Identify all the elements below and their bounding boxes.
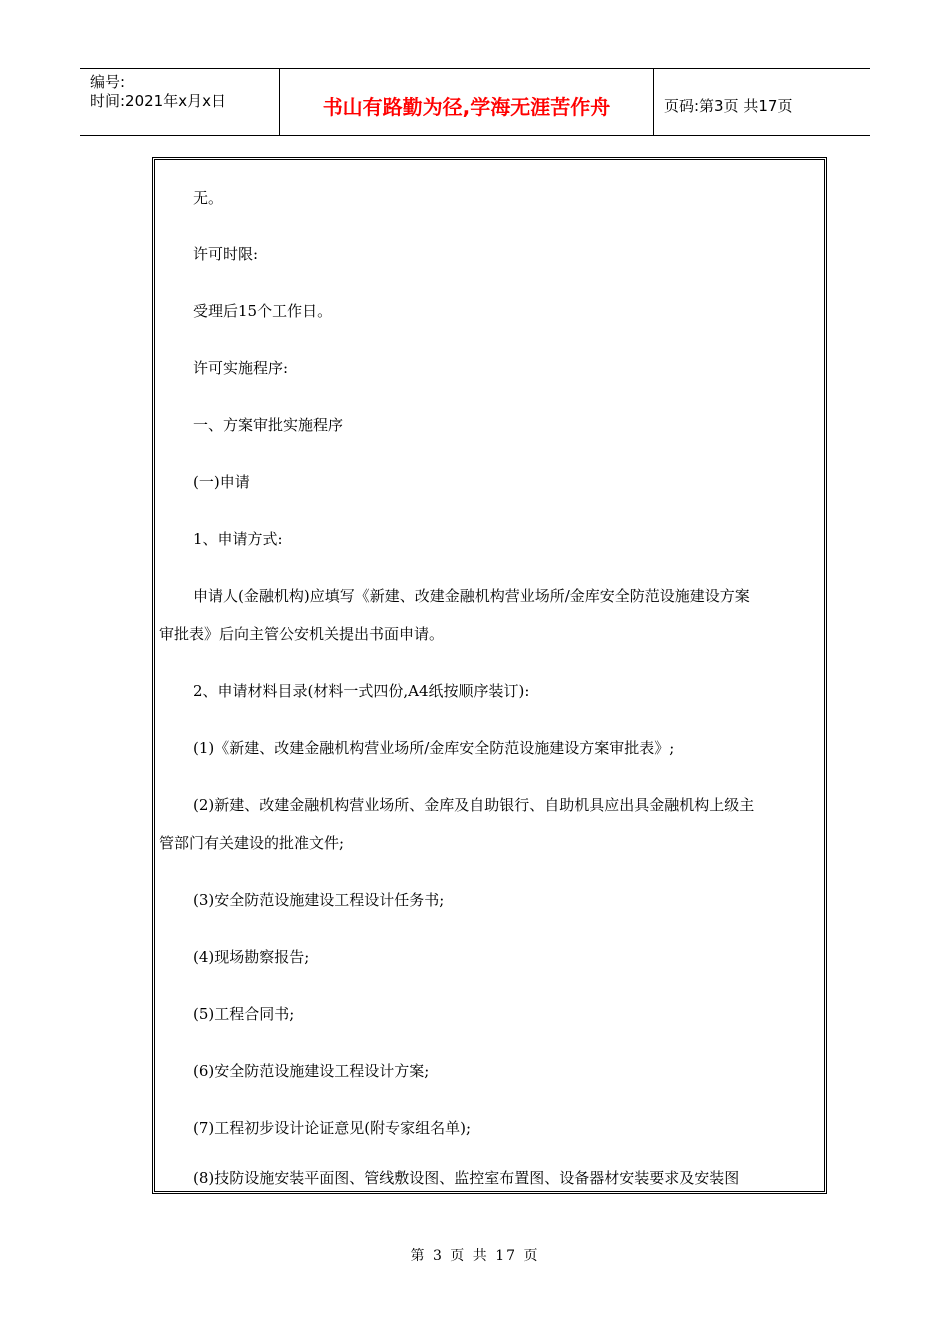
paragraph-time-limit-heading: 许可时限: — [193, 245, 259, 263]
material-item-5: (5)工程合同书; — [193, 1005, 295, 1023]
material-item-3: (3)安全防范设施建设工程设计任务书; — [193, 891, 445, 909]
content-table-cell — [152, 157, 827, 1194]
header-meta — [80, 69, 280, 135]
paragraph-apply-method-line1: 申请人(金融机构)应填写《新建、改建金融机构营业场所/金库安全防范设施建设方案 — [193, 587, 750, 605]
item-materials-list: 2、申请材料目录(材料一式四份,A4纸按顺序装订): — [193, 682, 530, 700]
header-motto: 书山有路勤为径,学海无涯苦作舟 — [280, 69, 654, 135]
material-item-2-line1: (2)新建、改建金融机构营业场所、金库及自助银行、自助机具应出具金融机构上级主 — [193, 796, 755, 814]
material-item-6: (6)安全防范设施建设工程设计方案; — [193, 1062, 430, 1080]
item-apply-method: 1、申请方式: — [193, 530, 283, 548]
material-item-7: (7)工程初步设计论证意见(附专家组名单); — [193, 1119, 472, 1137]
header-page-info: 页码:第3页 共17页 — [664, 96, 793, 115]
paragraph-procedure-heading: 许可实施程序: — [193, 359, 289, 377]
document-number-label: 编号: — [90, 73, 126, 91]
subsection-heading-apply: (一)申请 — [193, 473, 250, 491]
document-header — [80, 68, 870, 136]
document-time-label: 时间:2021年x月x日 — [90, 92, 226, 110]
paragraph-time-limit: 受理后15个工作日。 — [193, 302, 333, 320]
material-item-1: (1)《新建、改建金融机构营业场所/金库安全防范设施建设方案审批表》; — [193, 739, 675, 757]
material-item-8: (8)技防设施安装平面图、管线敷设图、监控室布置图、设备器材安装要求及安装图 — [193, 1169, 740, 1187]
paragraph-apply-method-line2: 审批表》后向主管公安机关提出书面申请。 — [159, 625, 445, 643]
section-heading-1: 一、方案审批实施程序 — [193, 416, 344, 434]
page-footer: 第 3 页 共 17 页 — [410, 1248, 540, 1264]
material-item-4: (4)现场勘察报告; — [193, 948, 310, 966]
material-item-2-line2: 管部门有关建设的批准文件; — [159, 834, 345, 852]
paragraph-none: 无。 — [193, 189, 224, 207]
